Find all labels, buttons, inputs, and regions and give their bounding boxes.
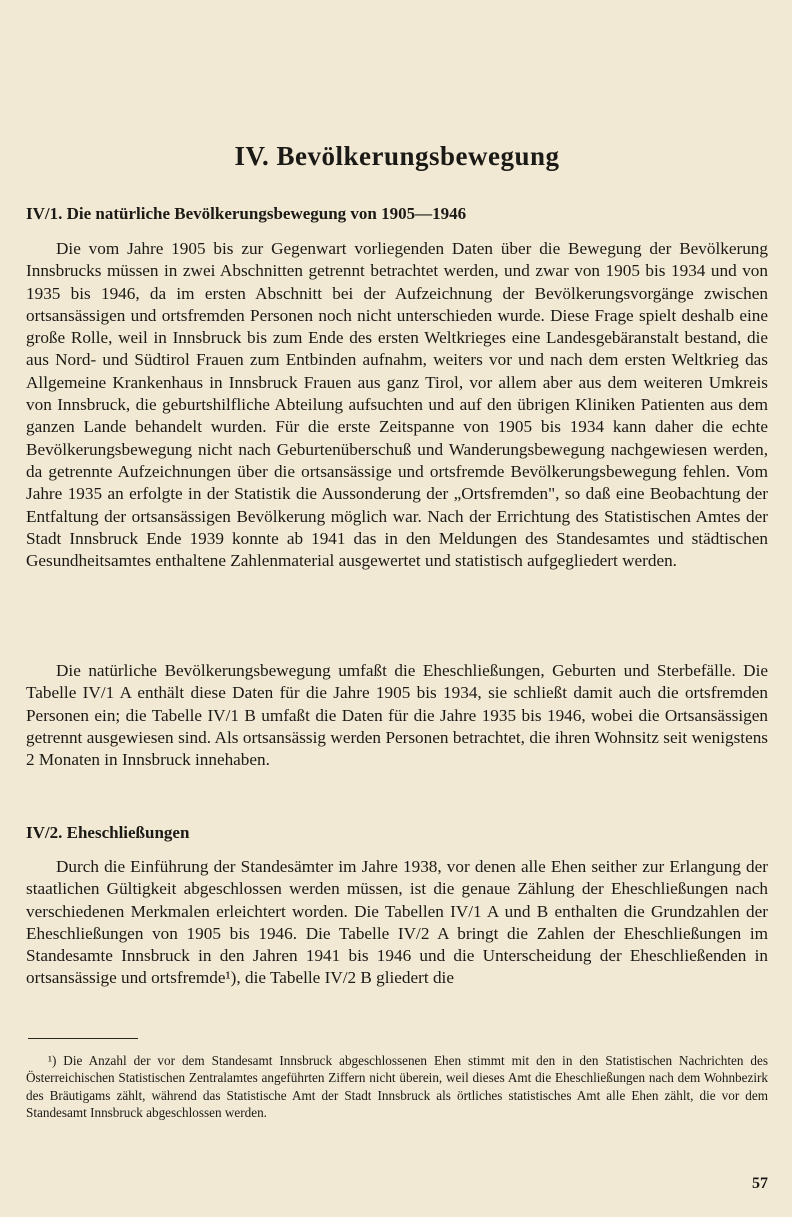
paragraph-natural-movement-tables: Die natürliche Bevölkerungsbewegung umfaßt die Eheschließungen, Geburten und Sterbefälle. Die Tabelle IV/1 A enthält diese Daten für die Jahre 1905 bis 1934, sie schließt damit auch die ortsfremden Personen ein; die Tabelle IV/1 B umfaßt die Daten für die Jahre 1935 bis 1946, wobei die Ortsansässigen getrennt ausgewiesen sind. Als ortsansässig werden Personen betrachtet, die ihren Wohnsitz seit wenigstens 2 Monaten in Innsbruck innehaben.: [26, 661, 768, 770]
footnote-divider: [28, 1038, 138, 1039]
paragraph-marriages: Durch die Einführung der Standesämter im Jahre 1938, vor denen alle Ehen seither zur Erlangung der staatlichen Gültigkeit abgeschlossen werden müssen, ist die genaue Zählung der Eheschließungen nach verschiedenen Merkmalen erleichtert worden. Die Tabellen IV/1 A und B enthalten die Grundzahlen der Eheschließungen von 1905 bis 1946. Die Tabelle IV/2 A bringt die Zahlen der Eheschließungen im Standesamte Innsbruck in den Jahren 1941 bis 1946 und die Unterscheidung der Eheschließenden in ortsansässige und ortsfremde¹), die Tabelle IV/2 B gliedert die: [26, 857, 768, 988]
paragraph-data-overview: Die vom Jahre 1905 bis zur Gegenwart vorliegenden Daten über die Bewegung der Bevölkerung Innsbrucks müssen in zwei Abschnitten getrennt betrachtet werden, und zwar von 1905 bis 1934 und von 1935 bis 1946, da im ersten Abschnitt bei der Aufzeichnung der Bevölkerungsvorgänge zwischen ortsansässigen und ortsfremden Personen noch nicht unterschieden wurde. Diese Frage spielt deshalb eine große Rolle, weil in Innsbruck bis zum Ende des ersten Weltkrieges eine Landesgebäranstalt bestand, die aus Nord- und Südtirol Frauen zum Entbinden aufnahm, weiters vor und nach dem ersten Weltkrieg das Allgemeine Krankenhaus in Innsbruck Frauen aus ganz Tirol, vor allem aber aus dem weiteren Umkreis von Innsbruck, die geburtshilfliche Abteilung aufsuchten und auf den übrigen Kliniken Patienten aus dem ganzen Lande behandelt wurden. Für die erste Zeitspanne von 1905 bis 1934 kann daher die echte Bevölkerungsbewegung nicht nach Geburtenüberschuß und Wanderungsbewegung nachgewiesen werden, da getrennte Aufzeichnungen über die ortsansässige und ortsfremde Bevölkerungsbewegung fehlen. Vom Jahre 1935 an erfolgte in der Statistik die Aussonderung der „Ortsfremden", so daß eine Beobachtung der Entfaltung der ortsansässigen Bevölkerung möglich war. Nach der Errichtung des Statistischen Amtes der Stadt Innsbruck Ende 1939 konnte ab 1941 das in den Meldungen des Standesamtes und städtischen Gesundheitsamtes enthaltene Zahlenmaterial ausgewertet und statistisch aufgegliedert werden.: [26, 239, 768, 571]
section-heading-marriages: IV/2. Eheschließungen: [26, 823, 190, 842]
footnote: ¹) Die Anzahl der vor dem Standesamt Innsbruck abgeschlossenen Ehen stimmt mit den in den Statistischen Nachrichten des Österreichischen Statistischen Zentralamtes angeführten Ziffern nicht überein, weil dieses Amt die Eheschließungen nach dem Wohnbezirk des Bräutigams zählt, während das Statistische Amt der Stadt Innsbruck als örtliches statistisches Amt alle Ehen zählt, die vor dem Standesamt Innsbruck abgeschlossen werden.: [26, 1053, 768, 1121]
book-page: [26, 0, 768, 1217]
section-heading-natural-movement: IV/1. Die natürliche Bevölkerungsbewegung von 1905—1946: [26, 204, 467, 223]
chapter-title: IV. Bevölkerungsbewegung: [234, 141, 560, 171]
page-number: 57: [752, 1175, 768, 1192]
